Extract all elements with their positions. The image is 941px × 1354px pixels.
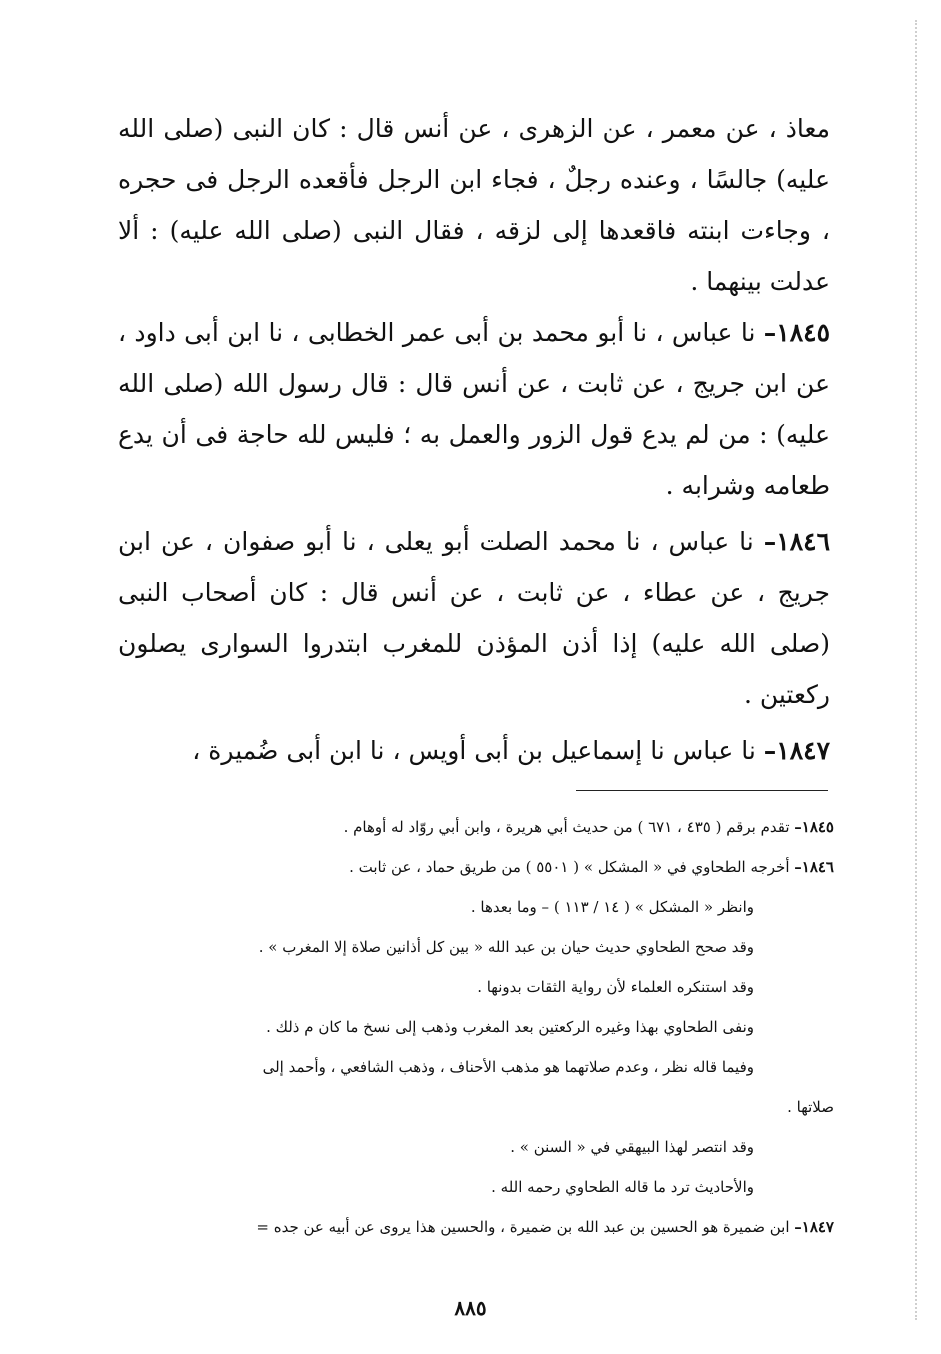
hadith-1846-paragraph xyxy=(118,516,830,720)
footnote-line: ونفى الطحاوي بهذا وغيره الركعتين بعد المغرب وذهب إلى نسخ ما كان م ذلك . xyxy=(266,1018,754,1036)
footnote-number-1846: ١٨٤٦– xyxy=(794,858,834,876)
footnote-1847-text: ابن ضميرة هو الحسين بن عبد الله بن ضميرة ، والحسين هذا يروى عن أبيه عن جده = xyxy=(256,1218,795,1236)
footnote-line: والأحاديث ترد ما قاله الطحاوي رحمه الله . xyxy=(491,1178,754,1196)
hadith-1845-text: نا عباس ، نا أبو محمد بن أبى عمر الخطابى ، نا ابن أبى داود ، عن ابن جريج ، عن ثابت ، عن أنس قال : قال رسول الله (صلى الله عليه) : من لم يدع قول الزور والعمل به ؛ فليس لله حاجة فى أن يدع طعامه وشرابه . xyxy=(118,318,830,500)
footnote-line: وانظر « المشكل » ( ١٤ / ١١٣ ) – وما بعدها . xyxy=(470,898,754,916)
page-number: ٨٨٥ xyxy=(454,1296,487,1320)
hadith-number-1845: ١٨٤٥– xyxy=(763,318,830,347)
margin-dotted-rule xyxy=(913,20,917,1320)
footnote-number-1847: ١٨٤٧– xyxy=(794,1218,834,1236)
hadith-1845 xyxy=(118,307,830,511)
footnote-line: صلاتها . xyxy=(787,1098,834,1116)
footnote-1846-text: أخرجه الطحاوي في « المشكل » ( ٥٥٠١ ) من طريق حماد ، عن ثابت . xyxy=(349,858,795,876)
footnote-line: وقد صحح الطحاوي حديث حيان بن عبد الله « بين كل أذانين صلاة إلا المغرب » . xyxy=(258,938,754,956)
hadith-1846-text: نا عباس ، نا محمد الصلت أبو يعلى ، نا أبو صفوان ، عن ابن جريج ، عن عطاء ، عن ثابت ، عن أنس قال : كان أصحاب النبى (صلى الله عليه) إذا أذن المؤذن للمغرب ابتدروا السوارى يصلون ركعتين . xyxy=(118,527,830,709)
footnote-separator xyxy=(576,790,828,791)
hadith-1847-text: نا عباس نا إسماعيل بن أبى أويس ، نا ابن أبى ضُميرة ، xyxy=(192,736,764,765)
footnote-1847 xyxy=(118,1207,834,1247)
footnote-line: وفيما قاله نظر ، وعدم صلاتهما هو مذهب الأحناف ، وذهب الشافعي ، وأحمد إلى xyxy=(262,1058,754,1076)
main-text xyxy=(118,103,830,307)
paragraph-intro: معاذ ، عن معمر ، عن الزهرى ، عن أنس قال : كان النبى (صلى الله عليه) جالسًا ، وعنده رجلٌ ، فجاء ابن الرجل فأقعده الرجل فى حجره ، وجاءت ابنته فاقعدها إلى لزقه ، فقال النبى (صلى الله عليه) : ألا عدلت بينهما . xyxy=(118,114,830,296)
hadith-number-1846: ١٨٤٦– xyxy=(763,527,830,556)
footnote-1846 xyxy=(118,847,834,887)
hadith-1847 xyxy=(118,725,830,776)
footnote-1845-text: تقدم برقم ( ٤٣٥ ، ٦٧١ ) من حديث أبي هريرة ، وابن أبي روّاد له أوهام . xyxy=(343,818,795,836)
footnote-1845 xyxy=(118,807,834,847)
footnote-number-1845: ١٨٤٥– xyxy=(794,818,834,836)
footnote-line: وقد استنكره العلماء لأن رواية الثقات بدونها . xyxy=(477,978,754,996)
footnote-line: وقد انتصر لهذا البيهقي في « السنن » . xyxy=(510,1138,754,1156)
hadith-1847-paragraph xyxy=(118,725,830,776)
hadith-number-1847: ١٨٤٧– xyxy=(763,736,830,765)
footnotes xyxy=(118,807,834,1247)
hadith-1846 xyxy=(118,516,830,720)
hadith-1845-paragraph xyxy=(118,307,830,511)
